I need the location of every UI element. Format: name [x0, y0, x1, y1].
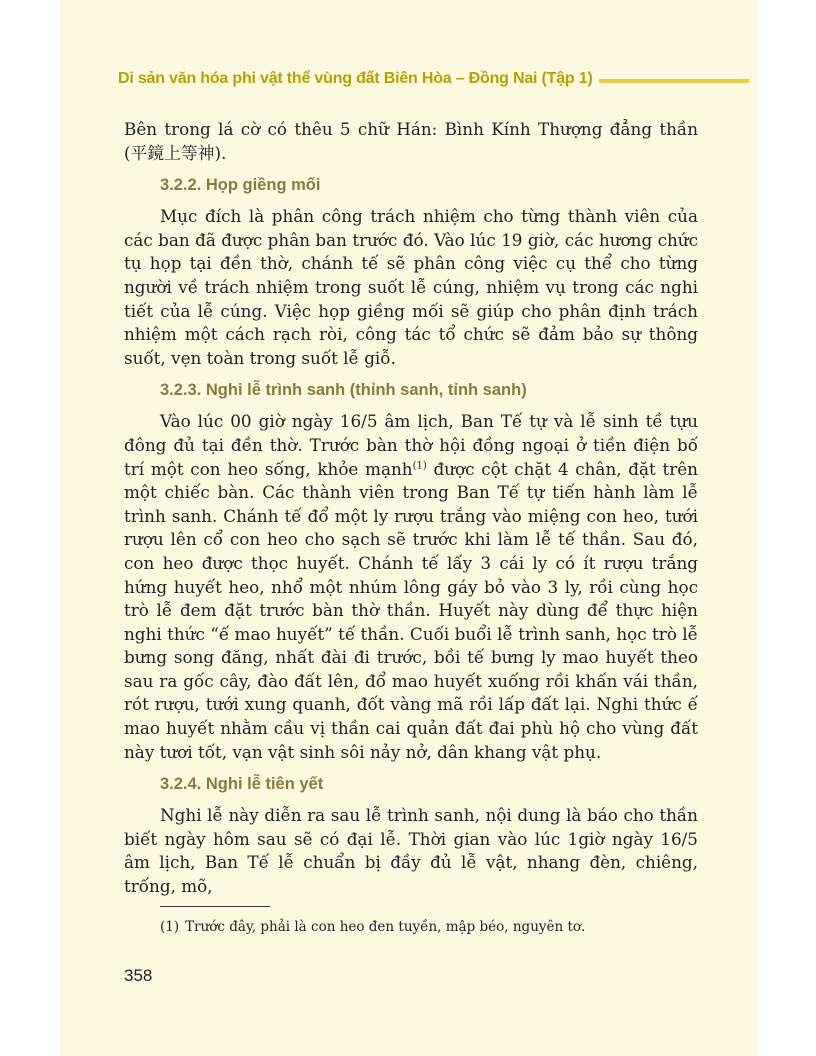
section-heading-3-2-4: 3.2.4. Nghi lễ tiên yết [160, 775, 324, 794]
footnote-marker: (1) [412, 459, 427, 471]
footnote-text: Trước đây, phải là con heo đen tuyền, mập béo, nguyên tơ. [185, 919, 586, 935]
section-heading-3-2-2: 3.2.2. Họp giềng mối [160, 176, 321, 195]
intro-paragraph: Bên trong lá cờ có thêu 5 chữ Hán: Bình Kính Thượng đẳng thần (平鏡上等神). [124, 119, 698, 163]
footnote-number: (1) [160, 919, 180, 935]
section-paragraph-3-2-4: Nghi lễ này diễn ra sau lễ trình sanh, nội dung là báo cho thần biết ngày hôm sau sẽ có đại lễ. Thời gian vào lúc 1giờ ngày 16/5 âm lịch, Ban Tế lễ chuẩn bị đầy đủ lễ vật, nhang đèn, chiêng, trống, mõ, [124, 805, 698, 897]
body-text [124, 118, 698, 899]
section-paragraph-3-2-3 [124, 410, 698, 764]
section-paragraph-3-2-2: Mục đích là phân công trách nhiệm cho từng thành viên của các ban đã được phân ban trước đó. Vào lúc 19 giờ, các hương chức tụ họp tại đền thờ, chánh tế sẽ phân công việc cụ thể cho từng người về trách nhiệm trong suốt lễ cúng, nhiệm vụ trong các nghi tiết của lễ cúng. Việc họp giềng mối sẽ giúp cho phân định trách nhiệm một cách rạch ròi, công tác tổ chức sẽ đảm bảo sự thông suốt, vẹn toàn trong suốt lễ giỗ. [124, 206, 698, 368]
footnote [160, 918, 700, 936]
running-header [118, 70, 758, 94]
header-rule [599, 79, 749, 83]
paragraph-text-part-2: được cột chặt 4 chân, đặt trên một chiếc bàn. Các thành viên trong Ban Tế tự tiến hành làm lễ trình sanh. Chánh tế đổ một ly rượu trắng vào miệng con heo, tưới rượu lên cổ con heo cho sạch sẽ trước khi làm lễ tế thần. Sau đó, con heo được thọc huyết. Chánh tế lấy 3 cái ly có ít rượu trắng hứng huyết heo, nhổ một nhúm lông gáy bỏ vào 3 ly, rồi cùng học trò lễ đem đặt trước bàn thờ thần. Huyết này dùng để thực hiện nghi thức “ế mao huyết” tế thần. Cuối buổi lễ trình sanh, học trò lễ bưng song đăng, nhất đài đi trước, bồi tế bưng ly mao huyết theo sau ra gốc cây, đào đất lên, đổ mao huyết xuống rồi khấn vái thần, rót rượu, tưới xung quanh, đốt vàng mã rồi lấp đất lại. Nghi thức ế mao huyết nhằm cầu vị thần cai quản đất đai phù hộ cho vùng đất này tươi tốt, vạn vật sinh sôi nảy nở, dân khang vật phụ. [124, 458, 698, 762]
section-heading-3-2-3: 3.2.3. Nghi lễ trình sanh (thỉnh sanh, tỉnh sanh) [160, 381, 527, 400]
footnote-divider [160, 906, 270, 907]
page-number: 358 [124, 966, 153, 985]
header-title: Di sản văn hóa phi vật thể vùng đất Biên Hòa – Đồng Nai (Tập 1) [118, 70, 593, 87]
paragraph-text-part-1: Vào lúc 00 giờ ngày 16/5 âm lịch, Ban Tế tự và lễ sinh tề tựu đông đủ tại đền thờ. Trước bàn thờ hội đồng ngoại ở tiền điện bố trí một con heo sống, khỏe mạnh [124, 411, 698, 479]
book-page [60, 0, 758, 1056]
